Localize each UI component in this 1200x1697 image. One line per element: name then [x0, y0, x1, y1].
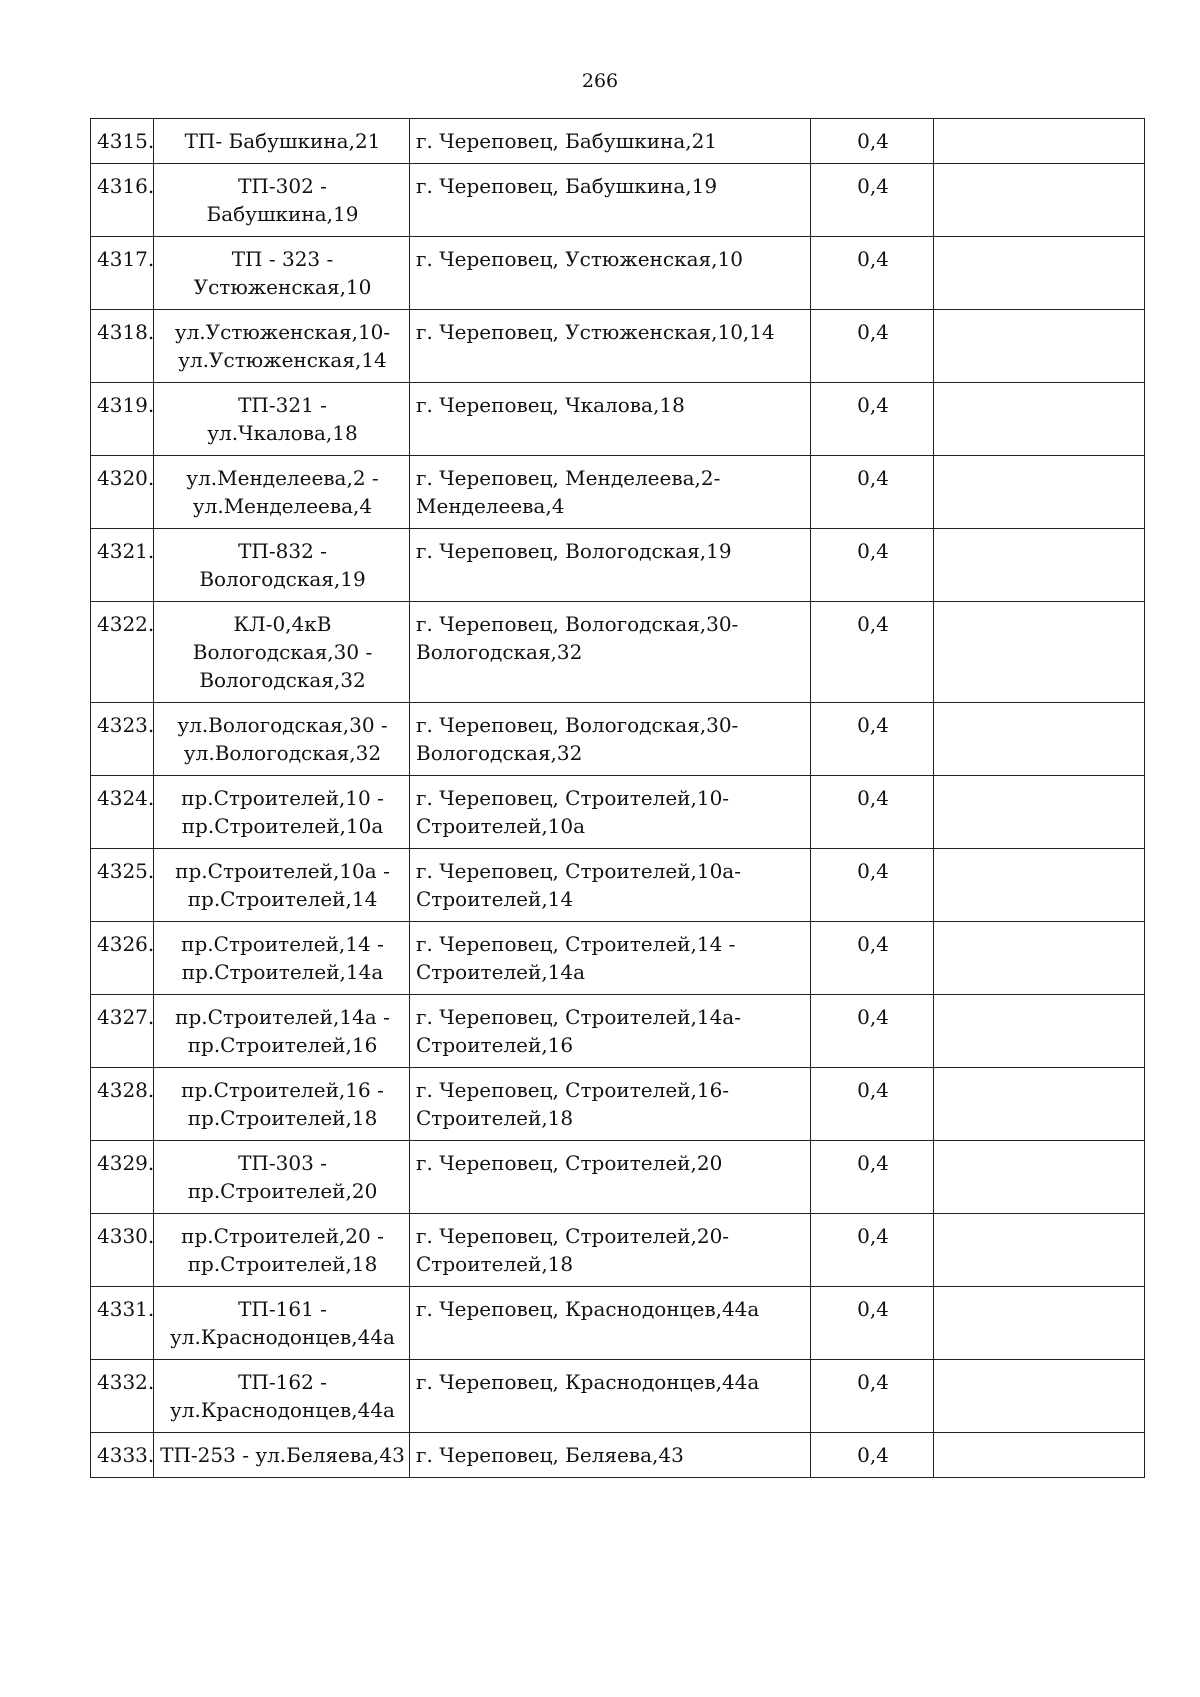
object-name-cell: пр.Строителей,14а - пр.Строителей,16 [154, 995, 410, 1068]
table-row [91, 1141, 1145, 1214]
empty-cell [934, 776, 1145, 849]
row-number-cell: 4326. [91, 922, 154, 995]
address-cell: г. Череповец, Бабушкина,19 [410, 164, 811, 237]
object-name-cell: ТП-303 - пр.Строителей,20 [154, 1141, 410, 1214]
table-row [91, 456, 1145, 529]
voltage-cell: 0,4 [811, 529, 934, 602]
row-number-cell: 4332. [91, 1360, 154, 1433]
address-cell: г. Череповец, Строителей,16- Строителей,18 [410, 1068, 811, 1141]
address-cell: г. Череповец, Чкалова,18 [410, 383, 811, 456]
object-name-cell: ул.Устюженская,10- ул.Устюженская,14 [154, 310, 410, 383]
empty-cell [934, 383, 1145, 456]
address-cell: г. Череповец, Строителей,10а- Строителей,14 [410, 849, 811, 922]
table-row [91, 310, 1145, 383]
table-row [91, 703, 1145, 776]
voltage-cell: 0,4 [811, 1360, 934, 1433]
row-number-cell: 4316. [91, 164, 154, 237]
voltage-cell: 0,4 [811, 237, 934, 310]
table-row [91, 119, 1145, 164]
voltage-cell: 0,4 [811, 1287, 934, 1360]
object-name-cell: пр.Строителей,16 - пр.Строителей,18 [154, 1068, 410, 1141]
object-name-cell: ул.Вологодская,30 - ул.Вологодская,32 [154, 703, 410, 776]
object-name-cell: КЛ-0,4кВ Вологодская,30 - Вологодская,32 [154, 602, 410, 703]
address-cell: г. Череповец, Краснодонцев,44а [410, 1360, 811, 1433]
row-number-cell: 4322. [91, 602, 154, 703]
address-cell: г. Череповец, Вологодская,30- Вологодская,32 [410, 602, 811, 703]
address-cell: г. Череповец, Менделеева,2- Менделеева,4 [410, 456, 811, 529]
table-row [91, 849, 1145, 922]
table-row [91, 529, 1145, 602]
table-row [91, 1068, 1145, 1141]
object-name-cell: ТП - 323 - Устюженская,10 [154, 237, 410, 310]
table-row [91, 602, 1145, 703]
voltage-cell: 0,4 [811, 602, 934, 703]
empty-cell [934, 1360, 1145, 1433]
address-cell: г. Череповец, Вологодская,19 [410, 529, 811, 602]
row-number-cell: 4321. [91, 529, 154, 602]
empty-cell [934, 703, 1145, 776]
address-cell: г. Череповец, Строителей,20 [410, 1141, 811, 1214]
row-number-cell: 4319. [91, 383, 154, 456]
table-row [91, 1214, 1145, 1287]
address-cell: г. Череповец, Строителей,10- Строителей,10а [410, 776, 811, 849]
row-number-cell: 4320. [91, 456, 154, 529]
voltage-cell: 0,4 [811, 456, 934, 529]
address-cell: г. Череповец, Беляева,43 [410, 1433, 811, 1478]
table-row [91, 237, 1145, 310]
empty-cell [934, 1433, 1145, 1478]
empty-cell [934, 119, 1145, 164]
object-name-cell: пр.Строителей,14 - пр.Строителей,14а [154, 922, 410, 995]
voltage-cell: 0,4 [811, 703, 934, 776]
voltage-cell: 0,4 [811, 310, 934, 383]
empty-cell [934, 1287, 1145, 1360]
row-number-cell: 4327. [91, 995, 154, 1068]
object-name-cell: ТП-161 - ул.Краснодонцев,44а [154, 1287, 410, 1360]
row-number-cell: 4333. [91, 1433, 154, 1478]
voltage-cell: 0,4 [811, 119, 934, 164]
empty-cell [934, 995, 1145, 1068]
object-name-cell: ТП-321 - ул.Чкалова,18 [154, 383, 410, 456]
voltage-cell: 0,4 [811, 1141, 934, 1214]
address-cell: г. Череповец, Устюженская,10 [410, 237, 811, 310]
table-row [91, 1360, 1145, 1433]
empty-cell [934, 849, 1145, 922]
row-number-cell: 4315. [91, 119, 154, 164]
table-row [91, 776, 1145, 849]
object-name-cell: ул.Менделеева,2 - ул.Менделеева,4 [154, 456, 410, 529]
voltage-cell: 0,4 [811, 164, 934, 237]
voltage-cell: 0,4 [811, 1214, 934, 1287]
empty-cell [934, 602, 1145, 703]
row-number-cell: 4318. [91, 310, 154, 383]
empty-cell [934, 237, 1145, 310]
row-number-cell: 4324. [91, 776, 154, 849]
empty-cell [934, 310, 1145, 383]
object-name-cell: пр.Строителей,10 - пр.Строителей,10а [154, 776, 410, 849]
address-cell: г. Череповец, Строителей,14а- Строителей,16 [410, 995, 811, 1068]
address-cell: г. Череповец, Строителей,14 - Строителей,14а [410, 922, 811, 995]
voltage-cell: 0,4 [811, 1068, 934, 1141]
empty-cell [934, 1141, 1145, 1214]
empty-cell [934, 922, 1145, 995]
address-cell: г. Череповец, Бабушкина,21 [410, 119, 811, 164]
row-number-cell: 4323. [91, 703, 154, 776]
voltage-cell: 0,4 [811, 383, 934, 456]
row-number-cell: 4330. [91, 1214, 154, 1287]
address-cell: г. Череповец, Устюженская,10,14 [410, 310, 811, 383]
table-row [91, 1287, 1145, 1360]
object-name-cell: пр.Строителей,20 - пр.Строителей,18 [154, 1214, 410, 1287]
table-row [91, 922, 1145, 995]
voltage-cell: 0,4 [811, 1433, 934, 1478]
object-name-cell: ТП-253 - ул.Беляева,43 [154, 1433, 410, 1478]
registry-table [90, 118, 1145, 1478]
object-name-cell: ТП-832 - Вологодская,19 [154, 529, 410, 602]
empty-cell [934, 1068, 1145, 1141]
object-name-cell: ТП-302 - Бабушкина,19 [154, 164, 410, 237]
voltage-cell: 0,4 [811, 995, 934, 1068]
page-number: 266 [581, 70, 619, 92]
table-row [91, 995, 1145, 1068]
object-name-cell: ТП- Бабушкина,21 [154, 119, 410, 164]
row-number-cell: 4325. [91, 849, 154, 922]
row-number-cell: 4329. [91, 1141, 154, 1214]
empty-cell [934, 1214, 1145, 1287]
voltage-cell: 0,4 [811, 922, 934, 995]
address-cell: г. Череповец, Вологодская,30- Вологодская,32 [410, 703, 811, 776]
object-name-cell: пр.Строителей,10а - пр.Строителей,14 [154, 849, 410, 922]
address-cell: г. Череповец, Краснодонцев,44а [410, 1287, 811, 1360]
address-cell: г. Череповец, Строителей,20- Строителей,18 [410, 1214, 811, 1287]
row-number-cell: 4328. [91, 1068, 154, 1141]
empty-cell [934, 529, 1145, 602]
row-number-cell: 4331. [91, 1287, 154, 1360]
empty-cell [934, 164, 1145, 237]
row-number-cell: 4317. [91, 237, 154, 310]
voltage-cell: 0,4 [811, 849, 934, 922]
object-name-cell: ТП-162 - ул.Краснодонцев,44а [154, 1360, 410, 1433]
empty-cell [934, 456, 1145, 529]
voltage-cell: 0,4 [811, 776, 934, 849]
table-row [91, 164, 1145, 237]
table-row [91, 383, 1145, 456]
registry-table-body [91, 119, 1145, 1478]
table-row [91, 1433, 1145, 1478]
